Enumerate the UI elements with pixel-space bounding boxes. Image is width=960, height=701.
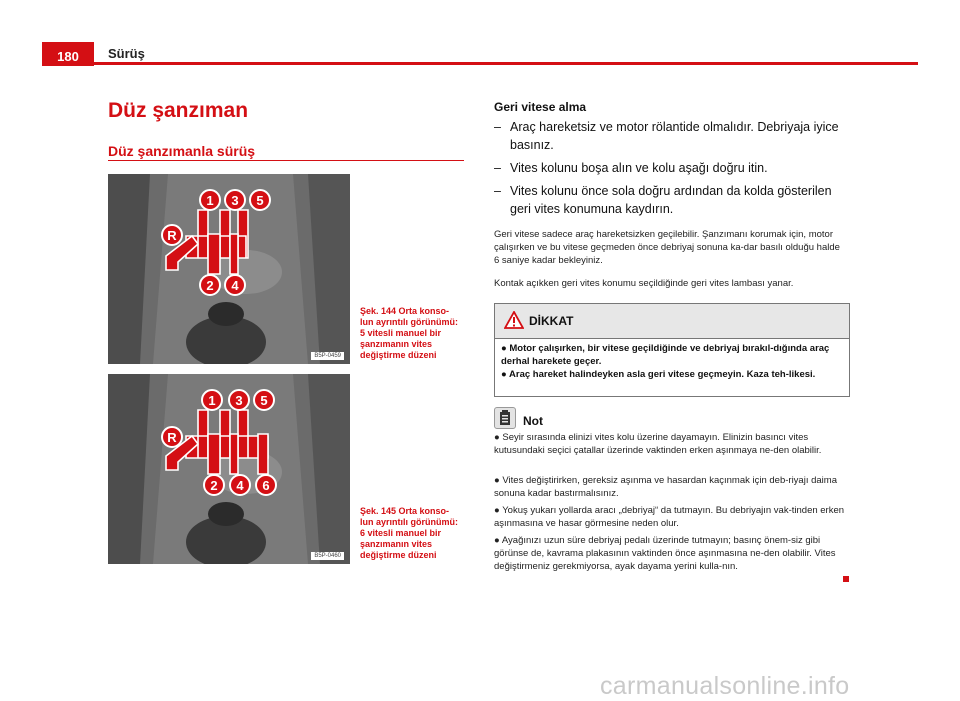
watermark: carmanualsonline.info — [600, 672, 850, 700]
gear-label-4: 4 — [236, 478, 244, 493]
gear-label-1: 1 — [206, 193, 214, 208]
dash-marker: – — [494, 120, 501, 134]
reverse-step — [494, 118, 848, 154]
note-item — [494, 534, 846, 573]
gear-console-illustration — [108, 174, 350, 364]
section-subtitle: Düz şanzımanla sürüş — [108, 143, 256, 159]
figure-144 — [108, 174, 350, 364]
figure-code: B5P-0459 — [311, 352, 344, 360]
reverse-step — [494, 159, 848, 177]
bullet: ● — [494, 432, 500, 443]
note-item-text: Vites değiştirirken, gereksiz aşınma ve hasardan kaçınmak için deb-riyajı daima sonuna kadar bastırmalısınız. — [494, 475, 837, 499]
reverse-step — [494, 182, 848, 218]
note-item-text: Seyir sırasında elinizi vites kolu üzerine dayamayın. Elinizin basıncı vites kutusundaki seçici çatallar üzerinde vaktinden erken aşınmaya ne-den olabilir. — [494, 432, 822, 456]
warning-item-text: Araç hareket halindeyken asla geri vitese geçmeyin. Kaza teh-likesi. — [509, 369, 816, 380]
gear-label-4: 4 — [231, 278, 239, 293]
note-item — [494, 504, 846, 530]
note-title: Not — [523, 414, 543, 428]
bullet: ● — [494, 535, 500, 546]
bullet: ● — [501, 343, 507, 354]
reverse-step-text: Vites kolunu boşa alın ve kolu aşağı doğru itin. — [510, 161, 768, 175]
page-number: 180 — [42, 42, 94, 66]
figure-144-caption: Şek. 144 Orta konso- lun ayrıntılı görünümü: 5 vitesli manuel bir şanzımanın vites değiştirme düzeni — [360, 306, 458, 360]
note-item-text: Ayağınızı uzun süre debriyaj pedalı üzerinde tutmayın; basınç önem-siz gibi görünse de, kavrama plakasının vaktinden önce aşınmasına ne-den olabilir. Vites değiştirmeniz gerekmiyorsa, ayak dayama yerini kulla-nın. — [494, 535, 836, 572]
gear-console-illustration — [108, 374, 350, 564]
info-pad-icon — [495, 408, 515, 428]
warning-title: DİKKAT — [529, 314, 574, 328]
warning-item — [501, 342, 841, 368]
gear-label-5: 5 — [260, 393, 268, 408]
warning-item-text: Motor çalışırken, bir vitese geçildiğinde ve debriyaj bırakıl-dığında araç derhal harekete geçer. — [501, 343, 830, 367]
warning-box — [494, 303, 850, 397]
bullet: ● — [501, 369, 507, 380]
figure-145-caption: Şek. 145 Orta konso- lun ayrıntılı görünümü: 6 vitesli manuel bir şanzımanın vites değiştirme düzeni — [360, 506, 458, 560]
gear-label-2: 2 — [210, 478, 218, 493]
section-label: Sürüş — [108, 46, 145, 61]
reverse-paragraph-1: Geri vitese sadece araç hareketsizken geçilebilir. Şanzımanı korumak için, motor çalışırken ve bu vitese geçmeden önce debriyaj sonuna ka-dar basılı olduğu halde 6 saniye kadar bekleyiniz. — [494, 229, 840, 266]
gear-label-2: 2 — [206, 278, 214, 293]
gear-label-3: 3 — [235, 393, 243, 408]
warning-triangle-icon — [504, 311, 524, 329]
page-title: Düz şanzıman — [108, 99, 249, 122]
note-icon — [494, 407, 516, 429]
header-rule — [42, 62, 918, 65]
dash-marker: – — [494, 161, 501, 175]
reverse-title: Geri vitese alma — [494, 100, 587, 114]
subtitle-rule — [108, 160, 464, 161]
gear-label-r: R — [167, 430, 177, 445]
gear-label-3: 3 — [231, 193, 239, 208]
dash-marker: – — [494, 184, 501, 198]
section-end-marker — [843, 576, 849, 582]
gear-label-1: 1 — [208, 393, 216, 408]
reverse-step-text: Araç hareketsiz ve motor rölantide olmalıdır. Debriyaja iyice basınız. — [510, 120, 839, 152]
figure-145 — [108, 374, 350, 564]
bullet: ● — [494, 475, 500, 486]
warning-item — [501, 368, 841, 381]
note-item-text: Yokuş yukarı yollarda aracı „debriyaj“ da tutmayın. Bu debriyajın vak-tinden erken aşınmasına ve hasar görmesine neden olur. — [494, 505, 845, 529]
figure-code: B5P-0460 — [311, 552, 344, 560]
gear-label-r: R — [167, 228, 177, 243]
bullet: ● — [494, 505, 500, 516]
gear-label-5: 5 — [256, 193, 264, 208]
reverse-paragraph-2: Kontak açıkken geri vites konumu seçildiğinde geri vites lambası yanar. — [494, 278, 794, 289]
note-item — [494, 431, 846, 457]
reverse-step-text: Vites kolunu önce sola doğru ardından da kolda gösterilen geri vites konumuna kaydırın. — [510, 184, 832, 216]
warning-header — [495, 304, 849, 339]
note-item — [494, 474, 846, 500]
gear-label-6: 6 — [262, 478, 270, 493]
